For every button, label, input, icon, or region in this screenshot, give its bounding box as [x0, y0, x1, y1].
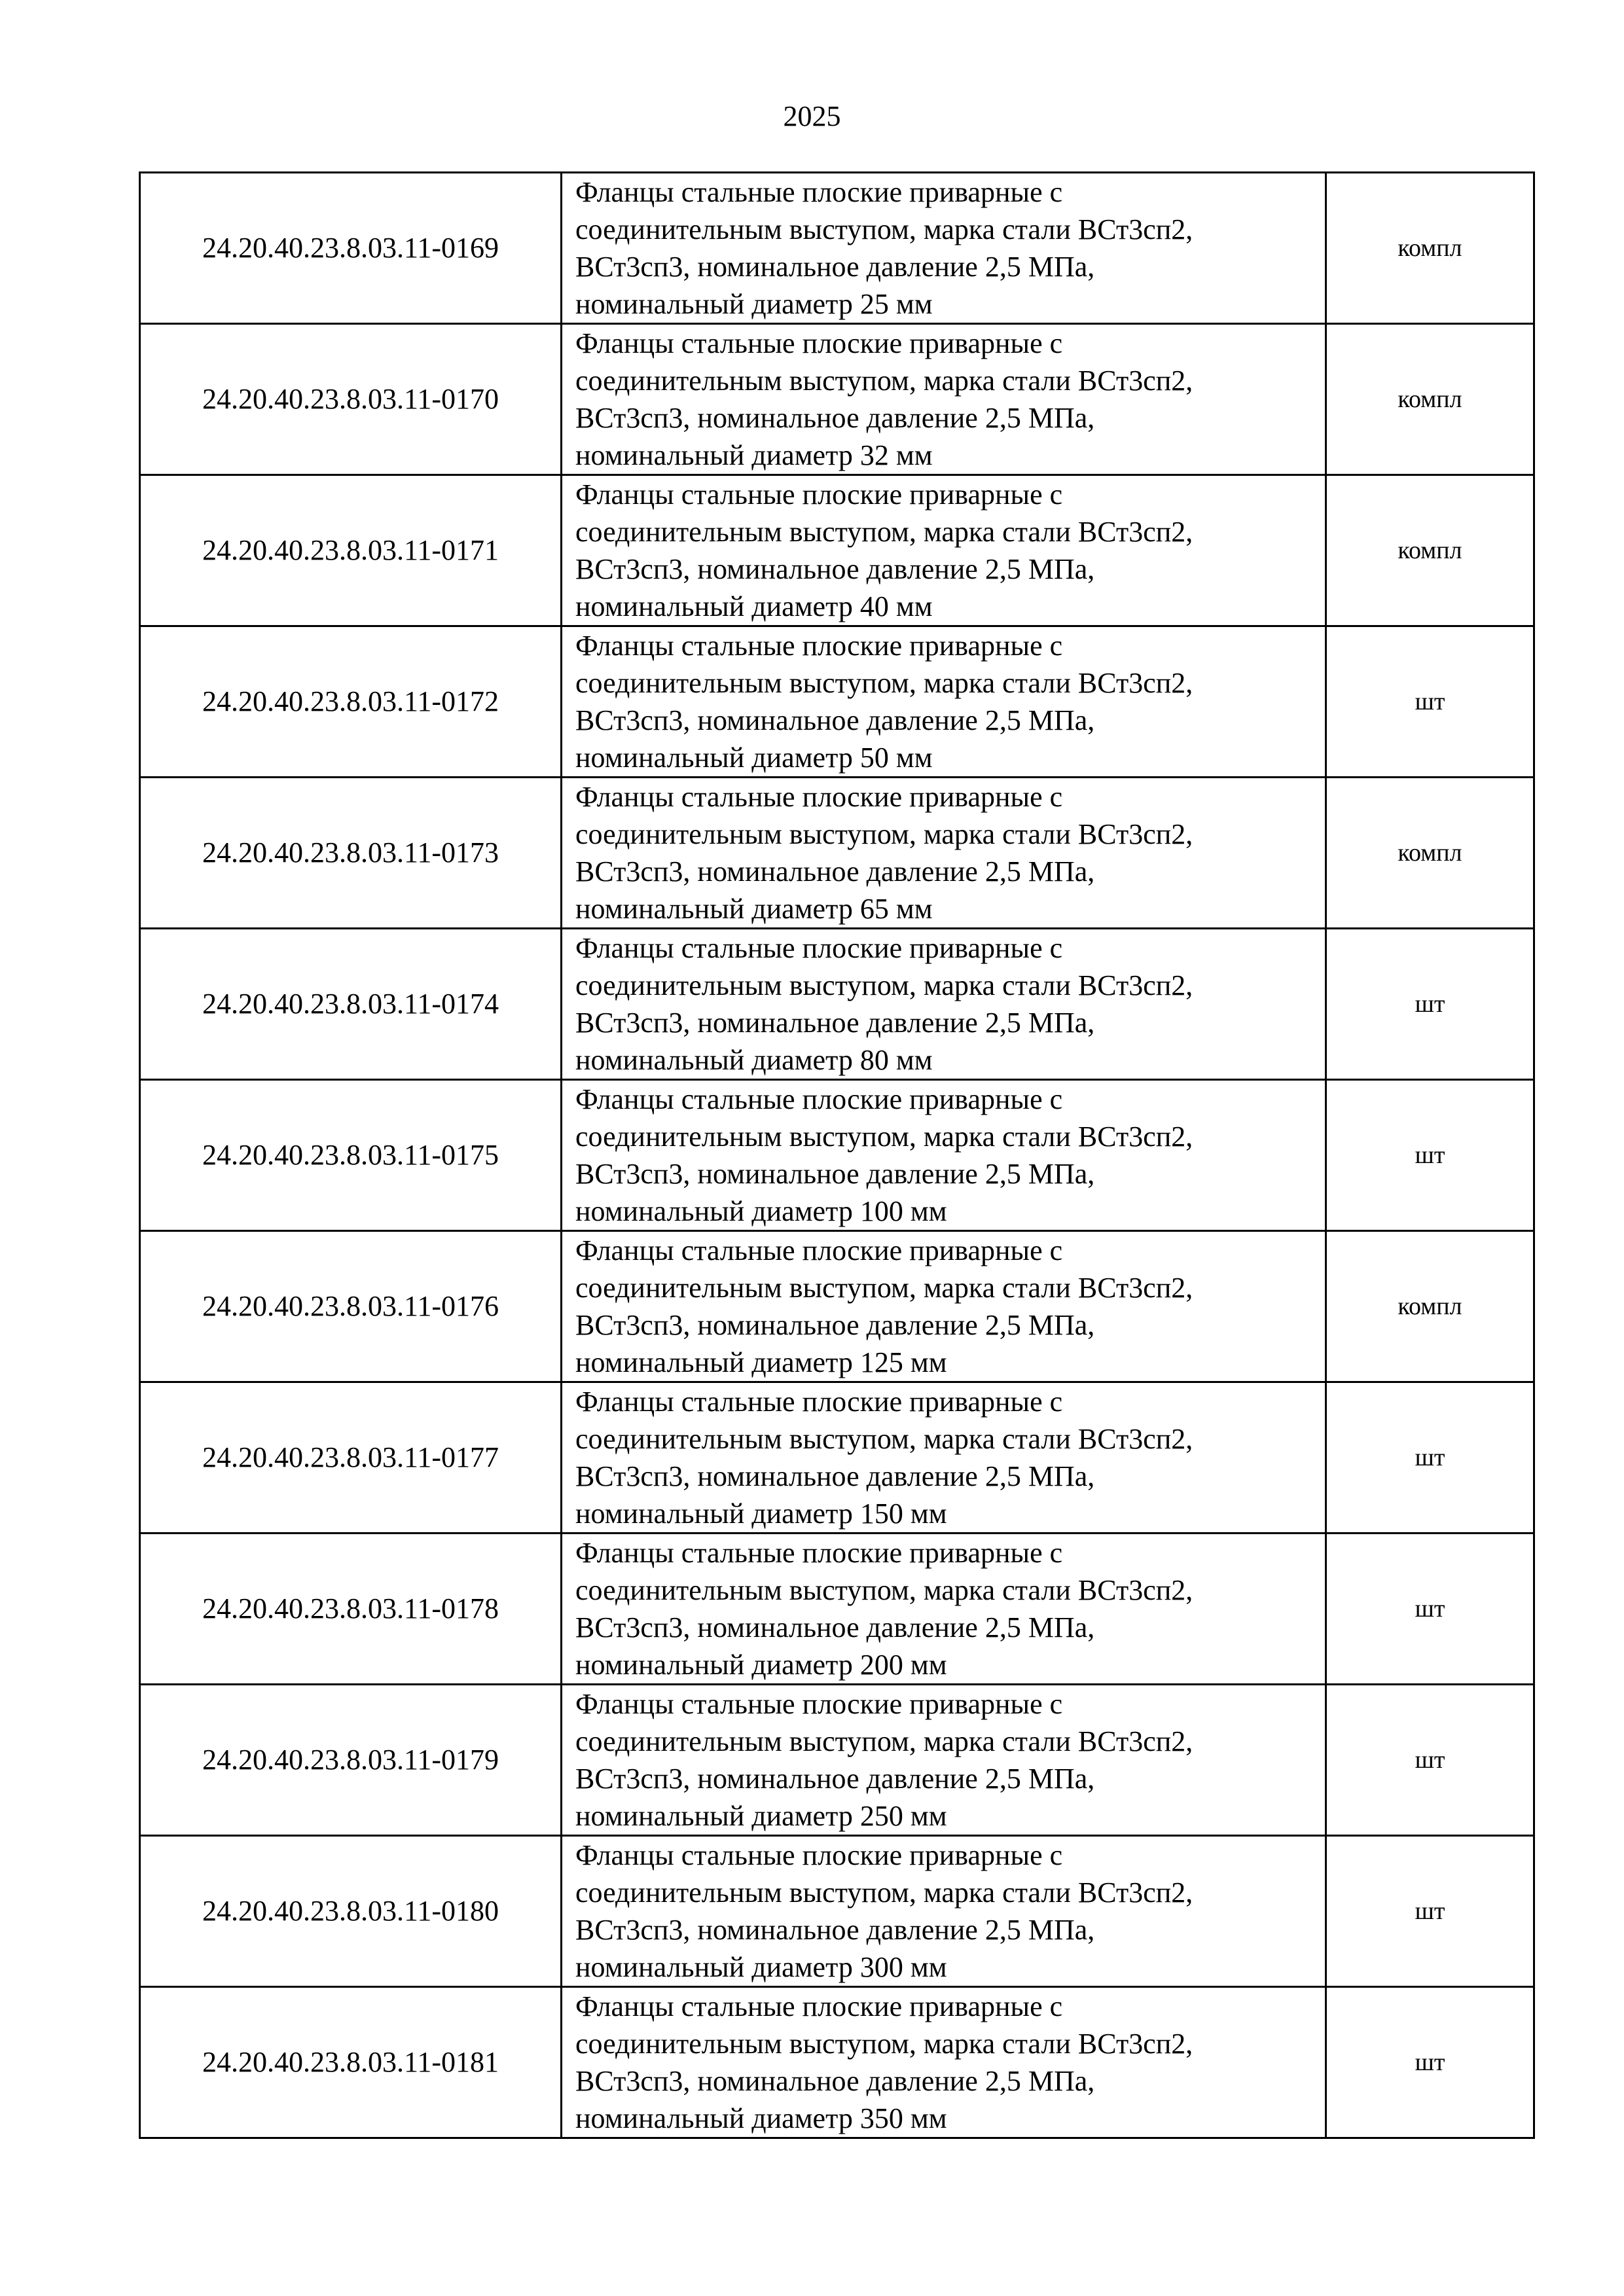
description-line: соединительным выступом, марка стали ВСт3сп2,: [575, 516, 1193, 548]
description-line: ВСт3сп3, номинальное давление 2,5 МПа,: [575, 1763, 1095, 1795]
unit-of-measure: компл: [1326, 778, 1534, 929]
table-row: [140, 1836, 1534, 1987]
description-line: ВСт3сп3, номинальное давление 2,5 МПа,: [575, 855, 1095, 888]
description-line: номинальный диаметр 150 мм: [575, 1498, 947, 1530]
description-line: Фланцы стальные плоские приварные с: [575, 630, 1063, 662]
resource-code: 24.20.40.23.8.03.11-0179: [140, 1685, 562, 1836]
table-row: [140, 1534, 1534, 1685]
description-line: соединительным выступом, марка стали ВСт3сп2,: [575, 1876, 1193, 1909]
resource-code: 24.20.40.23.8.03.11-0173: [140, 778, 562, 929]
resource-description: [562, 778, 1326, 929]
description-line: Фланцы стальные плоские приварные с: [575, 1234, 1063, 1266]
description-line: номинальный диаметр 32 мм: [575, 439, 933, 471]
table-row: [140, 626, 1534, 778]
table-body: [140, 173, 1534, 2138]
description-line: номинальный диаметр 300 мм: [575, 1951, 947, 1983]
description-line: номинальный диаметр 250 мм: [575, 1800, 947, 1832]
resource-description: [562, 1231, 1326, 1382]
description-line: соединительным выступом, марка стали ВСт3сп2,: [575, 2028, 1193, 2060]
description-line: ВСт3сп3, номинальное давление 2,5 МПа,: [575, 1158, 1095, 1190]
description-line: ВСт3сп3, номинальное давление 2,5 МПа,: [575, 1309, 1095, 1341]
unit-of-measure: шт: [1326, 1080, 1534, 1231]
description-line: соединительным выступом, марка стали ВСт3сп2,: [575, 1574, 1193, 1606]
resource-description: [562, 1685, 1326, 1836]
description-line: ВСт3сп3, номинальное давление 2,5 МПа,: [575, 402, 1095, 434]
description-line: Фланцы стальные плоские приварные с: [575, 1839, 1063, 1871]
description-line: номинальный диаметр 125 мм: [575, 1346, 947, 1378]
description-line: номинальный диаметр 100 мм: [575, 1195, 947, 1227]
table-row: [140, 929, 1534, 1080]
description-line: соединительным выступом, марка стали ВСт3сп2,: [575, 1423, 1193, 1455]
description-line: Фланцы стальные плоские приварные с: [575, 1386, 1063, 1418]
description-line: соединительным выступом, марка стали ВСт3сп2,: [575, 1272, 1193, 1304]
resource-description: [562, 475, 1326, 626]
description-line: ВСт3сп3, номинальное давление 2,5 МПа,: [575, 1007, 1095, 1039]
resource-description: [562, 324, 1326, 475]
resource-code: 24.20.40.23.8.03.11-0169: [140, 173, 562, 324]
table-row: [140, 778, 1534, 929]
description-line: номинальный диаметр 65 мм: [575, 893, 933, 925]
description-line: Фланцы стальные плоские приварные с: [575, 176, 1063, 208]
description-line: соединительным выступом, марка стали ВСт3сп2,: [575, 365, 1193, 397]
description-line: соединительным выступом, марка стали ВСт3сп2,: [575, 667, 1193, 699]
resource-code: 24.20.40.23.8.03.11-0175: [140, 1080, 562, 1231]
resource-code: 24.20.40.23.8.03.11-0181: [140, 1987, 562, 2138]
description-line: соединительным выступом, марка стали ВСт3сп2,: [575, 213, 1193, 245]
resource-code: 24.20.40.23.8.03.11-0172: [140, 626, 562, 778]
page-number: 2025: [783, 100, 841, 132]
unit-of-measure: шт: [1326, 929, 1534, 1080]
table-row: [140, 1685, 1534, 1836]
resource-description: [562, 173, 1326, 324]
unit-of-measure: компл: [1326, 173, 1534, 324]
unit-of-measure: шт: [1326, 1836, 1534, 1987]
resource-table: [139, 171, 1535, 2139]
description-line: Фланцы стальные плоские приварные с: [575, 781, 1063, 813]
table-row: [140, 1987, 1534, 2138]
unit-of-measure: шт: [1326, 626, 1534, 778]
description-line: номинальный диаметр 25 мм: [575, 288, 933, 320]
description-line: ВСт3сп3, номинальное давление 2,5 МПа,: [575, 553, 1095, 585]
unit-of-measure: шт: [1326, 1987, 1534, 2138]
resource-code: 24.20.40.23.8.03.11-0177: [140, 1382, 562, 1534]
description-line: Фланцы стальные плоские приварные с: [575, 1537, 1063, 1569]
resource-code: 24.20.40.23.8.03.11-0170: [140, 324, 562, 475]
unit-of-measure: компл: [1326, 475, 1534, 626]
description-line: соединительным выступом, марка стали ВСт3сп2,: [575, 1121, 1193, 1153]
unit-of-measure: шт: [1326, 1534, 1534, 1685]
resource-code: 24.20.40.23.8.03.11-0171: [140, 475, 562, 626]
resource-description: [562, 1080, 1326, 1231]
table-row: [140, 1231, 1534, 1382]
unit-of-measure: шт: [1326, 1382, 1534, 1534]
unit-of-measure: шт: [1326, 1685, 1534, 1836]
resource-description: [562, 1534, 1326, 1685]
description-line: ВСт3сп3, номинальное давление 2,5 МПа,: [575, 1460, 1095, 1492]
resource-description: [562, 1987, 1326, 2138]
description-line: ВСт3сп3, номинальное давление 2,5 МПа,: [575, 1611, 1095, 1643]
resource-code: 24.20.40.23.8.03.11-0174: [140, 929, 562, 1080]
table-row: [140, 324, 1534, 475]
table-row: [140, 1080, 1534, 1231]
unit-of-measure: компл: [1326, 1231, 1534, 1382]
table-row: [140, 1382, 1534, 1534]
description-line: Фланцы стальные плоские приварные с: [575, 478, 1063, 511]
resource-code: 24.20.40.23.8.03.11-0176: [140, 1231, 562, 1382]
resource-description: [562, 1382, 1326, 1534]
description-line: номинальный диаметр 350 мм: [575, 2102, 947, 2134]
description-line: соединительным выступом, марка стали ВСт3сп2,: [575, 1725, 1193, 1757]
resource-description: [562, 626, 1326, 778]
description-line: ВСт3сп3, номинальное давление 2,5 МПа,: [575, 1914, 1095, 1946]
description-line: номинальный диаметр 50 мм: [575, 742, 933, 774]
resource-code: 24.20.40.23.8.03.11-0180: [140, 1836, 562, 1987]
description-line: Фланцы стальные плоские приварные с: [575, 1990, 1063, 2022]
resource-code: 24.20.40.23.8.03.11-0178: [140, 1534, 562, 1685]
description-line: ВСт3сп3, номинальное давление 2,5 МПа,: [575, 251, 1095, 283]
description-line: номинальный диаметр 40 мм: [575, 590, 933, 622]
description-line: Фланцы стальные плоские приварные с: [575, 932, 1063, 964]
description-line: соединительным выступом, марка стали ВСт3сп2,: [575, 969, 1193, 1001]
table-row: [140, 475, 1534, 626]
description-line: Фланцы стальные плоские приварные с: [575, 1688, 1063, 1720]
description-line: номинальный диаметр 200 мм: [575, 1649, 947, 1681]
description-line: соединительным выступом, марка стали ВСт3сп2,: [575, 818, 1193, 850]
description-line: Фланцы стальные плоские приварные с: [575, 1083, 1063, 1115]
resource-description: [562, 1836, 1326, 1987]
resource-description: [562, 929, 1326, 1080]
description-line: ВСт3сп3, номинальное давление 2,5 МПа,: [575, 2065, 1095, 2097]
table-row: [140, 173, 1534, 324]
description-line: номинальный диаметр 80 мм: [575, 1044, 933, 1076]
description-line: ВСт3сп3, номинальное давление 2,5 МПа,: [575, 704, 1095, 736]
description-line: Фланцы стальные плоские приварные с: [575, 327, 1063, 359]
unit-of-measure: компл: [1326, 324, 1534, 475]
